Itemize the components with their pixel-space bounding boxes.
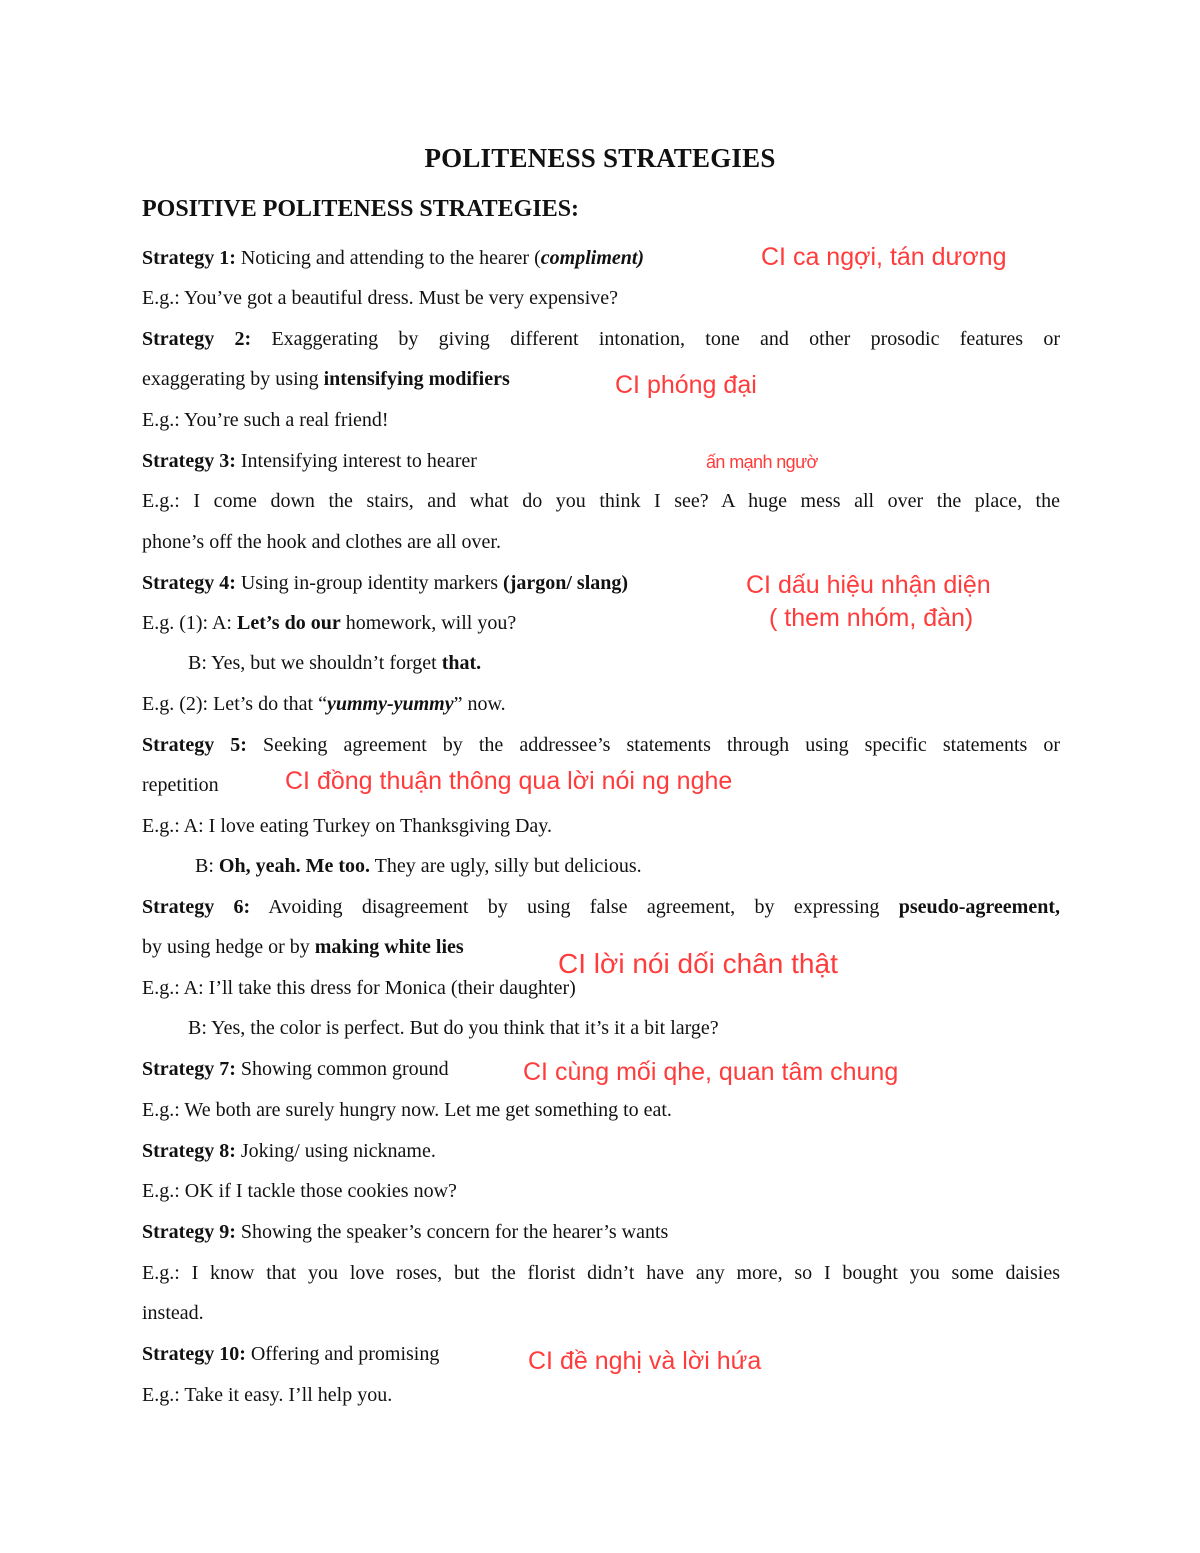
strategy-5-line: Strategy 5: Seeking agreement by the addressee’s statements through using specific statements or [142,734,1060,756]
section-heading: POSITIVE POLITENESS STRATEGIES: [142,196,580,222]
strategy-5-example-1: E.g.: A: I love eating Turkey on Thanksgiving Day. [142,815,552,837]
annotation-strategy-5: CI đồng thuận thông qua lời nói ng nghe [285,767,733,795]
strategy-5-line-2: repetition [142,774,219,796]
strategy-4-example-2: E.g. (2): Let’s do that “yummy-yummy” now. [142,693,506,715]
strategy-1-line: Strategy 1: Noticing and attending to the hearer (compliment) [142,247,645,269]
strategy-7-example: E.g.: We both are surely hungry now. Let me get something to eat. [142,1099,672,1121]
strategy-5-example-2: B: Oh, yeah. Me too. They are ugly, silly but delicious. [195,855,642,877]
annotation-strategy-4-line-2: ( them nhóm, đàn) [769,604,974,632]
strategy-3-line: Strategy 3: Intensifying interest to hearer [142,450,477,472]
annotation-strategy-2: CI phóng đại [615,371,757,399]
strategy-2-line: Strategy 2: Exaggerating by giving different intonation, tone and other prosodic features or [142,328,1060,350]
annotation-strategy-1: CI ca ngợi, tán dương [761,243,1007,271]
strategy-6-line-2: by using hedge or by making white lies [142,936,464,958]
strategy-4-example-1: E.g. (1): A: Let’s do our homework, will you? [142,612,517,634]
annotation-strategy-3: ấn mạnh ngườ [706,452,818,472]
annotation-strategy-6: CI lời nói dối chân thật [558,948,838,979]
strategy-8-line: Strategy 8: Joking/ using nickname. [142,1140,436,1162]
strategy-8-example: E.g.: OK if I tackle those cookies now? [142,1180,457,1202]
strategy-2-line-2: exaggerating by using intensifying modifiers [142,368,510,390]
strategy-6-line: Strategy 6: Avoiding disagreement by using false agreement, by expressing pseudo-agreement, [142,896,1060,918]
strategy-9-example-2: instead. [142,1302,204,1324]
page-title: POLITENESS STRATEGIES [424,143,776,173]
strategy-6-example-2: B: Yes, the color is perfect. But do you think that it’s it a bit large? [188,1017,719,1039]
strategy-10-line: Strategy 10: Offering and promising [142,1343,440,1365]
strategy-4-line: Strategy 4: Using in-group identity markers (jargon/ slang) [142,572,629,594]
strategy-1-example: E.g.: You’ve got a beautiful dress. Must be very expensive? [142,287,619,309]
annotation-strategy-4: CI dấu hiệu nhận diện [746,571,991,599]
strategy-9-line: Strategy 9: Showing the speaker’s concern for the hearer’s wants [142,1221,669,1243]
strategy-2-example: E.g.: You’re such a real friend! [142,409,389,431]
strategy-7-line: Strategy 7: Showing common ground [142,1058,449,1080]
strategy-3-example: E.g.: I come down the stairs, and what do you think I see? A huge mess all over the place, the [142,490,1060,512]
strategy-10-example: E.g.: Take it easy. I’ll help you. [142,1384,393,1406]
strategy-4-example-1-reply: B: Yes, but we shouldn’t forget that. [188,652,482,674]
strategy-3-example-2: phone’s off the hook and clothes are all over. [142,531,501,553]
annotation-strategy-10: CI đề nghị và lời hứa [528,1347,762,1375]
strategy-9-example: E.g.: I know that you love roses, but the florist didn’t have any more, so I bought you some daisies [142,1262,1060,1284]
strategy-6-example-1: E.g.: A: I’ll take this dress for Monica (their daughter) [142,977,576,999]
annotation-strategy-7: CI cùng mối qhe, quan tâm chung [523,1058,899,1086]
